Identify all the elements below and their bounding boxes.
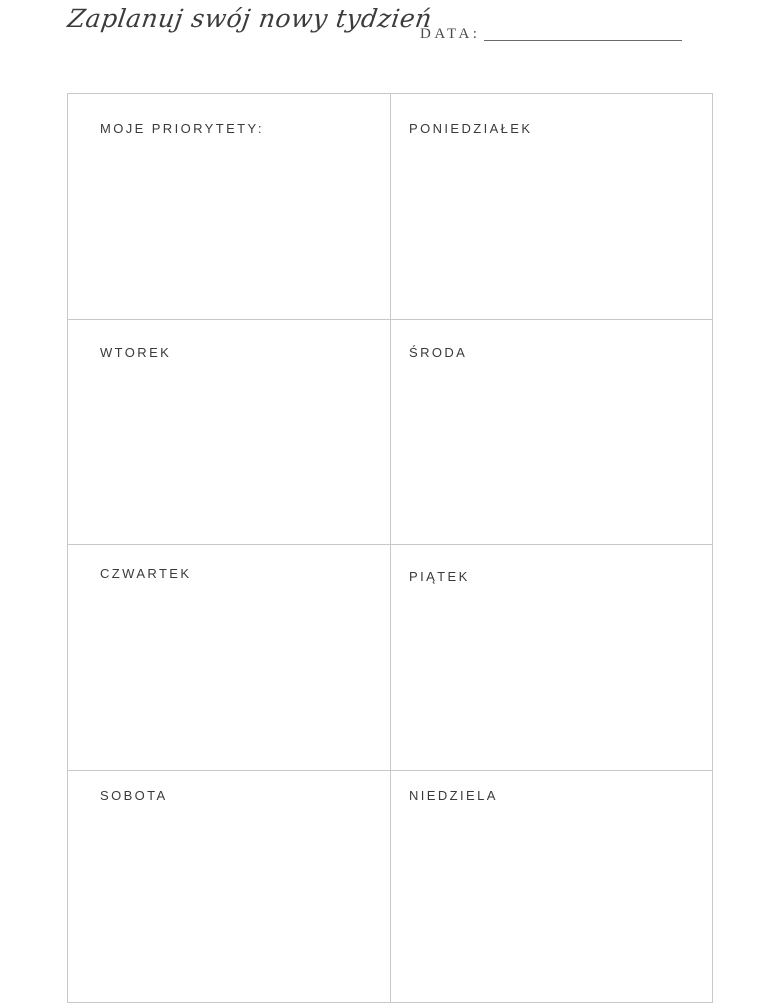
monday-box: [391, 94, 713, 319]
priorities-box: [68, 94, 390, 319]
wednesday-box: [391, 320, 713, 544]
page-title: Zaplanuj swój nowy tydzień: [65, 4, 434, 33]
friday-label: PIĄTEK: [409, 569, 470, 584]
monday-label: PONIEDZIAŁEK: [409, 121, 533, 136]
sunday-box: [391, 771, 713, 1004]
date-field: [420, 26, 682, 43]
week-planner-grid: [67, 93, 713, 1003]
wednesday-label: ŚRODA: [409, 345, 468, 360]
sunday-label: NIEDZIELA: [409, 788, 498, 803]
date-blank-line: [484, 40, 682, 41]
tuesday-box: [68, 320, 390, 544]
thursday-box: [68, 545, 390, 770]
thursday-label: CZWARTEK: [100, 566, 192, 581]
date-label: DATA:: [420, 26, 481, 42]
saturday-box: [68, 771, 390, 1004]
tuesday-label: WTOREK: [100, 345, 172, 360]
priorities-label: MOJE PRIORYTETY:: [100, 121, 264, 136]
saturday-label: SOBOTA: [100, 788, 168, 803]
friday-box: [391, 545, 713, 770]
